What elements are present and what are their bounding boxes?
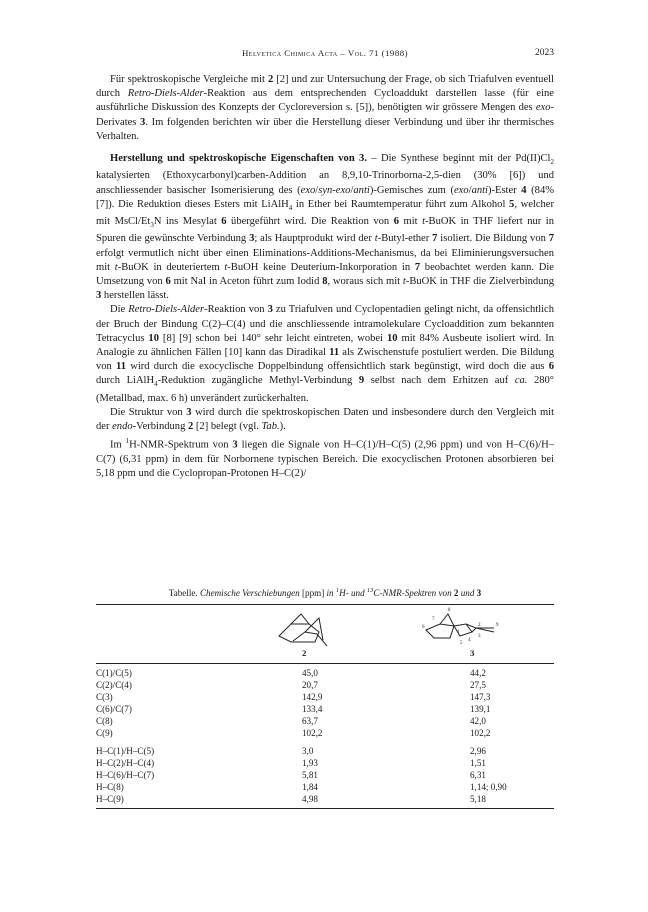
value-compound-2: 102,2 <box>302 728 323 738</box>
table-row <box>96 692 554 703</box>
caption-title: Chemische Verschiebungen <box>199 588 300 599</box>
paragraph-nmr: Im $^1$H-NMR-Spektrum von 3 liegen die Signale von H–C(1)/H–C(5) (2,96 ppm) und von H–C(6)/H–C(7) (6,31 ppm) in dem für Norbornene typischen Bereich. Die exocyclischen Protonen absorbieren bei 5,18 ppm und die Cyclopropan-Protonen H–C(2)/ <box>96 437 554 480</box>
row-label: C(6)/C(7) <box>96 704 132 714</box>
structure-number-8: 8 <box>448 608 451 613</box>
caption-prefix: Tabelle. <box>168 588 198 599</box>
row-label: C(8) <box>96 716 113 726</box>
structure-compound-3 <box>420 606 500 648</box>
table-row <box>96 770 554 781</box>
value-compound-2: 133,4 <box>302 704 323 714</box>
paragraph-retro-diels-alder: Die Retro-Diels-Alder-Reaktion von 3 zu Triafulven und Cyclopentadien gelingt nicht, da offensichtlich der Bruch der Bindung C(2)–C(4) und die anschliessende intramolekulare Cycloaddition zum bekannten Tetracyclus 10 [8] [9] schon bei 140° sehr leicht eintreten, wobei 10 mit 84% Ausbeute isoliert wird. In Analogie zu ähnlichen Fällen [10] kann das Diradikal 11 als Zwischenstufe postuliert werden. Die Bildung von 11 wird durch die exocyclische Doppelbindung offensichtlich stark begünstigt, wird doch die aus 6 durch LiAlH$_4$-Reduktion zugängliche Methyl-Verbindung 9 selbst nach dem Erhitzen auf ca. 280° (Metallbad, max. 6 h) unverändert zurückerhalten. <box>96 304 555 404</box>
value-compound-3: 5,18 <box>470 794 486 804</box>
table-header-rule <box>96 663 554 664</box>
structure-number-7: 7 <box>432 617 435 622</box>
value-compound-3: 2,96 <box>470 746 486 756</box>
row-label: H–C(8) <box>96 782 124 792</box>
value-compound-3: 147,3 <box>470 692 491 702</box>
structure-number-1: 1 <box>457 630 460 635</box>
value-compound-2: 1,93 <box>302 758 318 768</box>
row-label: C(3) <box>96 692 113 702</box>
value-compound-3: 6,31 <box>470 770 486 780</box>
table-row <box>96 680 554 691</box>
value-compound-3: 42,0 <box>470 716 486 726</box>
table-row <box>96 782 554 793</box>
row-label: H–C(9) <box>96 794 124 804</box>
journal-title: Helvetica Chimica Acta – Vol. 71 (1988) <box>241 48 409 58</box>
value-compound-3: 102,2 <box>470 728 491 738</box>
row-label: H–C(2)/H–C(4) <box>96 758 155 768</box>
table-row <box>96 794 554 805</box>
running-header <box>96 48 554 62</box>
table-row <box>96 758 554 769</box>
paragraph-intro: Für spektroskopische Vergleiche mit 2 [2] und zur Untersuchung der Frage, ob sich Triafulven eventuell durch Retro-Diels-Alder-Reaktion aus dem entsprechenden Cycloaddukt darstellen lasse (für eine ausführliche Diskussion des Konzepts der Cycloreversion s. [5]), benötigten wir grössere Mengen des exo-Derivates 3. Im folgenden berichten wir über die Herstellung dieser Verbindung und über ihr thermisches Verhalten. <box>96 74 554 142</box>
table-row <box>96 668 554 679</box>
value-compound-2: 3,0 <box>302 746 314 756</box>
table-row <box>96 716 554 727</box>
row-label: C(9) <box>96 728 113 738</box>
structure-number-3: 3 <box>478 634 481 639</box>
structure-number-6: 6 <box>422 625 425 630</box>
row-label: H–C(1)/H–C(5) <box>96 746 155 756</box>
value-compound-2: 4,98 <box>302 794 318 804</box>
value-compound-3: 1,14; 0,90 <box>470 782 507 792</box>
structure-compound-2 <box>275 610 335 648</box>
compound-label-3: 3 <box>470 648 475 658</box>
value-compound-2: 45,0 <box>302 668 318 678</box>
row-label: H–C(6)/H–C(7) <box>96 770 155 780</box>
structure-number-5: 5 <box>460 641 463 646</box>
table-top-rule <box>96 604 554 605</box>
value-compound-2: 1,84 <box>302 782 318 792</box>
value-compound-2: 142,9 <box>302 692 323 702</box>
value-compound-2: 63,7 <box>302 716 318 726</box>
table-row <box>96 728 554 739</box>
value-compound-2: 20,7 <box>302 680 318 690</box>
value-compound-3: 27,5 <box>470 680 486 690</box>
paragraph-structure: Die Struktur von 3 wird durch die spektroskopischen Daten und insbesondere durch den Vergleich mit der endo-Verbindung 2 [2] belegt (vgl. Tab.). <box>96 406 555 433</box>
value-compound-3: 44,2 <box>470 668 486 678</box>
structure-number-9: 9 <box>496 623 499 628</box>
structure-number-4: 4 <box>468 638 471 643</box>
value-compound-3: 1,51 <box>470 758 486 768</box>
table-row <box>96 704 554 715</box>
table-row <box>96 746 554 757</box>
structure-number-2: 2 <box>478 623 481 628</box>
article-body <box>96 73 554 481</box>
table-caption: Tabelle. Chemische Verschiebungen [ppm] in $^1$H- und $^{13}$C-NMR-Spektren von 2 und 3 <box>168 587 482 599</box>
table-bottom-rule <box>96 808 554 809</box>
row-label: C(2)/C(4) <box>96 680 132 690</box>
page-number: 2023 <box>535 48 554 58</box>
value-compound-3: 139,1 <box>470 704 491 714</box>
row-label: C(1)/C(5) <box>96 668 132 678</box>
paragraph-synthesis: Herstellung und spektroskopische Eigenschaften von 3. – Die Synthese beginnt mit der $Pd(II)Cl_2$ katalysierten (Ethoxycarbonyl)carben-Addition an 8,9,10-Trinorborna-2,5-dien (30% [6]) und anschliessender basischer Isomerisierung des (exo/syn-exo/anti)-Gemisches zum (exo/anti)-Ester 4 (84% [7]). Die Reduktion dieses Esters mit LiAlH$_4$ in Ether bei Raumtemperatur führt zum Alkohol 5, welcher mit MsCl/$Et_3N$ ins Mesylat 6 übergeführt wird. Die Reaktion von 6 mit t-BuOK in THF liefert nur in Spuren die gewünschte Verbindung 3; als Hauptprodukt wird der t-Butyl-ether 7 isoliert. Die Bildung von 7 erfolgt vermutlich nicht über einen Eliminations-Additions-Mechanismus, da bei Eliminierungsversuchen mit t-BuOK in deuteriertem t-BuOH keine Deuterium-Inkorporation in 7 beobachtet werden kann. Die Umsetzung von 6 mit NaI in Aceton führt zum Iodid 8, woraus sich mit t-BuOK in THF die Zielverbindung 3 herstellen lässt. <box>96 153 555 302</box>
value-compound-2: 5,81 <box>302 770 318 780</box>
compound-label-2: 2 <box>302 648 307 658</box>
